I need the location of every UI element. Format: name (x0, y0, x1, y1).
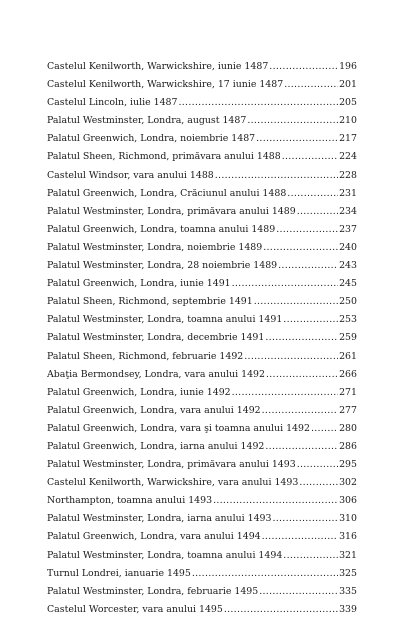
toc-entry (47, 351, 357, 369)
toc-entry-page: 306 (339, 495, 357, 507)
toc-entry-title: Palatul Westminster, Londra, iarna anului 1493 (47, 513, 272, 525)
toc-entry (47, 79, 357, 97)
toc-entry-title: Castelul Lincoln, iulie 1487 (47, 97, 178, 109)
toc-entry-page: 302 (339, 477, 357, 489)
toc-dot-leader (213, 495, 338, 506)
toc-entry (47, 151, 357, 169)
toc-entry (47, 188, 357, 206)
toc-entry-title: Palatul Westminster, Londra, decembrie 1491 (47, 332, 265, 344)
toc-dot-leader (224, 604, 338, 615)
toc-entry-page: 234 (339, 205, 357, 217)
toc-entry (47, 387, 357, 405)
toc-dot-leader (266, 369, 338, 380)
toc-entry (47, 568, 357, 586)
toc-dot-leader (265, 332, 338, 343)
toc-dot-leader (232, 278, 338, 289)
toc-entry (47, 115, 357, 133)
toc-entry (47, 531, 357, 549)
toc-entry (47, 586, 357, 604)
toc-dot-leader (178, 97, 338, 108)
toc-entry-title: Palatul Greenwich, Londra, iarna anului 1492 (47, 440, 265, 452)
toc-entry (47, 97, 357, 115)
toc-entry-title: Palatul Greenwich, Londra, iunie 1492 (47, 386, 231, 398)
toc-entry-title: Castelul Worcester, vara anului 1495 (47, 603, 223, 615)
toc-dot-leader (256, 133, 338, 144)
toc-entry (47, 260, 357, 278)
toc-dot-leader (244, 351, 338, 362)
toc-entry-title: Castelul Kenilworth, Warwickshire, iunie 1487 (47, 61, 269, 72)
toc-dot-leader (259, 586, 338, 597)
toc-entry-page: 217 (339, 133, 357, 145)
toc-entry-page: 259 (339, 332, 357, 344)
toc-entry (47, 604, 357, 622)
toc-entry (47, 513, 357, 531)
toc-entry (47, 170, 357, 188)
toc-entry-page: 310 (339, 513, 357, 525)
toc-dot-leader (262, 405, 338, 416)
toc-entry (47, 495, 357, 513)
toc-entry-page: 210 (339, 115, 357, 127)
toc-entry (47, 405, 357, 423)
toc-entry-page: 245 (339, 278, 357, 290)
toc-dot-leader (247, 115, 338, 126)
toc-entry-page: 243 (339, 260, 357, 272)
toc-entry (47, 278, 357, 296)
toc-entry-page: 335 (339, 585, 357, 597)
toc-dot-leader (272, 513, 338, 524)
toc-entry-title: Northampton, toamna anului 1493 (47, 495, 213, 507)
toc-entry (47, 477, 357, 495)
toc-entry-page: 196 (339, 61, 357, 72)
toc-dot-leader (299, 477, 338, 488)
toc-dot-leader (287, 188, 338, 199)
toc-entry (47, 224, 357, 242)
toc-entry-title: Palatul Westminster, Londra, toamna anului 1494 (47, 549, 283, 561)
toc-entry-title: Castelul Kenilworth, Warwickshire, 17 iunie 1487 (47, 79, 284, 91)
toc-dot-leader (297, 206, 338, 217)
toc-entry (47, 133, 357, 151)
toc-entry-title: Palatul Westminster, Londra, toamna anului 1491 (47, 314, 283, 326)
toc-entry-title: Abaţia Bermondsey, Londra, vara anului 1492 (47, 368, 265, 380)
toc-entry-page: 250 (339, 296, 357, 308)
toc-entry-page: 286 (339, 440, 357, 452)
toc-entry-title: Palatul Westminster, Londra, august 1487 (47, 115, 247, 127)
toc-entry (47, 459, 357, 477)
toc-entry (47, 206, 357, 224)
toc-dot-leader (232, 387, 338, 398)
toc-entry-title: Palatul Westminster, Londra, primăvara anului 1493 (47, 459, 296, 471)
toc-entry (47, 61, 357, 79)
toc-entry-page: 266 (339, 368, 357, 380)
toc-entry-page: 277 (339, 404, 357, 416)
table-of-contents (47, 61, 357, 622)
toc-entry (47, 441, 357, 459)
toc-entry-title: Palatul Greenwich, Londra, vara şi toamna anului 1492 (47, 422, 310, 434)
toc-entry (47, 314, 357, 332)
toc-entry-page: 271 (339, 386, 357, 398)
toc-dot-leader (297, 459, 338, 470)
toc-entry-title: Palatul Greenwich, Londra, vara anului 1492 (47, 404, 261, 416)
toc-entry-title: Palatul Sheen, Richmond, septembrie 1491 (47, 296, 253, 308)
toc-entry-page: 224 (339, 151, 357, 163)
toc-entry-page: 253 (339, 314, 357, 326)
toc-entry-page: 280 (339, 422, 357, 434)
toc-entry-page: 339 (339, 603, 357, 615)
toc-dot-leader (276, 224, 338, 235)
toc-entry (47, 369, 357, 387)
toc-entry-title: Castelul Kenilworth, Warwickshire, vara anului 1493 (47, 477, 299, 489)
toc-dot-leader (283, 550, 338, 561)
toc-entry-title: Palatul Westminster, Londra, februarie 1495 (47, 585, 259, 597)
toc-entry-page: 295 (339, 459, 357, 471)
toc-entry (47, 423, 357, 441)
toc-entry-title: Palatul Westminster, Londra, 28 noiembrie 1489 (47, 260, 278, 272)
toc-dot-leader (262, 531, 338, 542)
toc-dot-leader (282, 151, 338, 162)
toc-entry-page: 231 (339, 187, 357, 199)
toc-entry-title: Palatul Sheen, Richmond, primăvara anului 1488 (47, 151, 281, 163)
toc-dot-leader (269, 61, 338, 72)
toc-entry-page: 316 (339, 531, 357, 543)
toc-dot-leader (215, 170, 338, 181)
toc-dot-leader (263, 242, 338, 253)
toc-entry-page: 321 (339, 549, 357, 561)
toc-entry-title: Palatul Greenwich, Londra, vara anului 1494 (47, 531, 261, 543)
toc-dot-leader (265, 441, 338, 452)
toc-entry-title: Palatul Sheen, Richmond, februarie 1492 (47, 350, 244, 362)
toc-entry-page: 205 (339, 97, 357, 109)
toc-dot-leader (192, 568, 338, 579)
toc-entry-title: Palatul Greenwich, Londra, toamna anului 1489 (47, 223, 276, 235)
toc-entry-page: 228 (339, 169, 357, 181)
toc-entry-page: 237 (339, 223, 357, 235)
toc-entry-page: 240 (339, 241, 357, 253)
toc-entry (47, 332, 357, 350)
toc-dot-leader (311, 423, 338, 434)
toc-entry-title: Castelul Windsor, vara anului 1488 (47, 169, 214, 181)
toc-entry-title: Palatul Westminster, Londra, primăvara anului 1489 (47, 205, 296, 217)
toc-entry-page: 261 (339, 350, 357, 362)
toc-entry-title: Palatul Greenwich, Londra, noiembrie 1487 (47, 133, 256, 145)
toc-entry-title: Palatul Greenwich, Londra, iunie 1491 (47, 278, 231, 290)
toc-dot-leader (278, 260, 338, 271)
toc-entry-title: Palatul Westminster, Londra, noiembrie 1489 (47, 241, 263, 253)
toc-dot-leader (284, 79, 338, 90)
toc-entry-page: 325 (339, 567, 357, 579)
toc-entry (47, 550, 357, 568)
toc-dot-leader (283, 314, 338, 325)
toc-entry-title: Palatul Greenwich, Londra, Crăciunul anului 1488 (47, 187, 287, 199)
toc-entry-title: Turnul Londrei, ianuarie 1495 (47, 567, 191, 579)
toc-entry-page: 201 (339, 79, 357, 91)
toc-dot-leader (254, 296, 338, 307)
toc-entry (47, 242, 357, 260)
toc-entry (47, 296, 357, 314)
